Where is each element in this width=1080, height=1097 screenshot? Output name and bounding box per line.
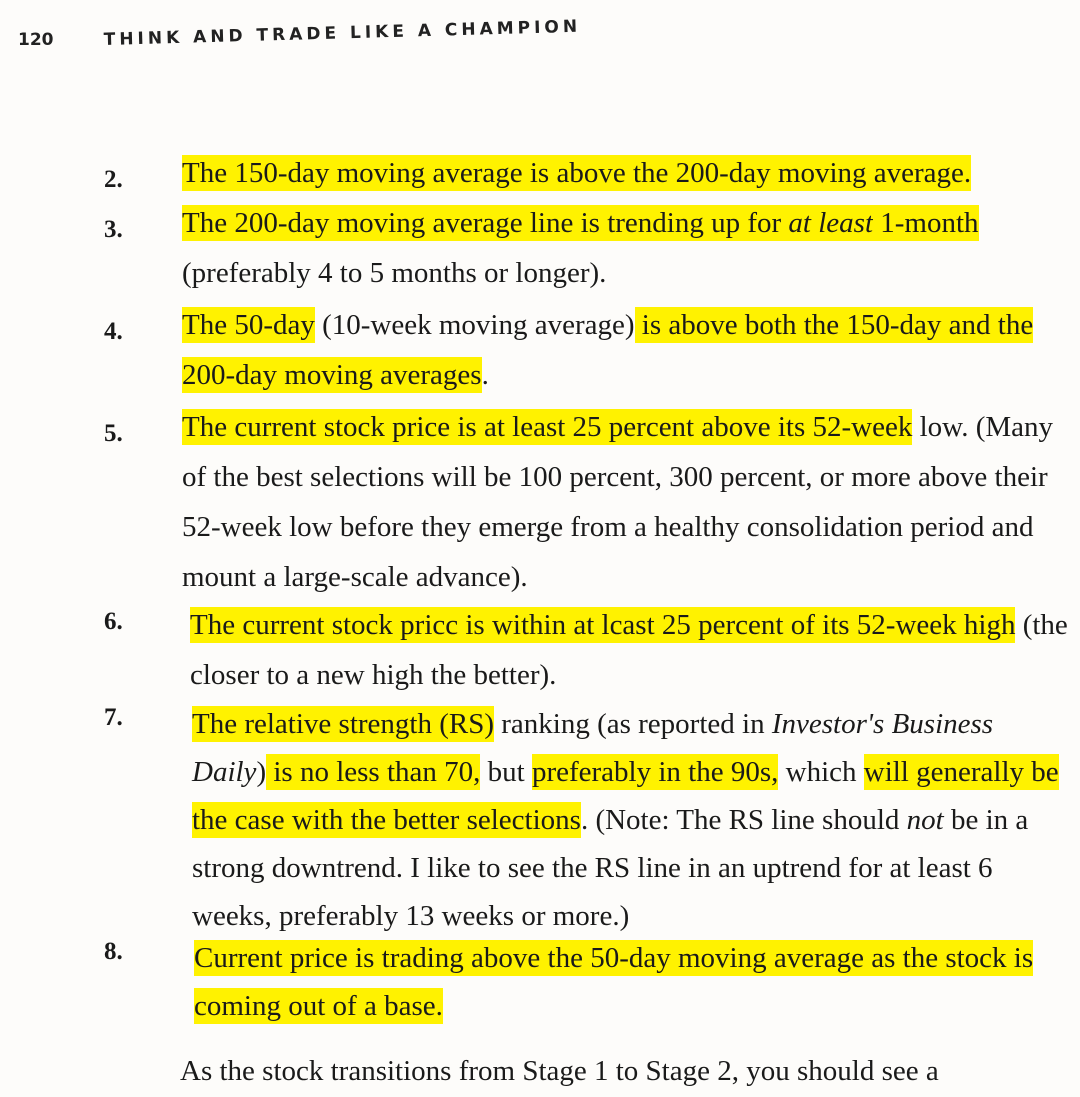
highlighted-text: The 50-day bbox=[182, 309, 315, 341]
page-header bbox=[0, 0, 1080, 70]
highlighted-text: 1-month bbox=[873, 207, 979, 239]
highlighted-text: is above both the 150-day and the 200-day moving averages bbox=[182, 309, 1034, 391]
highlighted-text: is no less than 70, bbox=[266, 756, 481, 788]
highlighted-text: at least bbox=[788, 207, 874, 239]
plain-text: (10-week moving average) bbox=[314, 309, 635, 341]
running-head: THINK AND TRADE LIKE A CHAMPION bbox=[103, 16, 582, 51]
item-text bbox=[194, 934, 1074, 1030]
italic-text: not bbox=[906, 804, 944, 836]
plain-text: (preferably 4 to 5 months or longer). bbox=[182, 257, 607, 289]
item-number: 8. bbox=[104, 938, 123, 965]
item-number: 3. bbox=[104, 216, 123, 243]
plain-text: which bbox=[778, 756, 864, 788]
plain-text: ranking (as reported in bbox=[494, 708, 772, 740]
plain-text: ) bbox=[256, 756, 267, 788]
plain-text: . (Note: The RS line should bbox=[580, 804, 907, 836]
highlighted-text: The relative strength (RS) bbox=[192, 708, 494, 740]
item-text bbox=[192, 700, 1072, 940]
item-text bbox=[190, 600, 1070, 700]
item-number: 7. bbox=[104, 704, 123, 731]
highlighted-text: The current stock price is at least 25 percent above its 52-week bbox=[182, 411, 913, 443]
plain-text: . bbox=[481, 359, 489, 391]
item-text bbox=[182, 300, 1062, 400]
italic-text: Investor's Business Daily bbox=[192, 708, 994, 788]
plain-text: be in a strong downtrend. I like to see the RS line in an uptrend for at least 6 weeks, preferably 13 weeks or more.) bbox=[192, 804, 1029, 932]
highlighted-text: will generally be the case with the better selections bbox=[192, 756, 1059, 836]
page-number: 120 bbox=[18, 30, 54, 50]
item-text bbox=[182, 402, 1062, 602]
highlighted-text: preferably in the 90s, bbox=[531, 756, 779, 788]
highlighted-text: The 150-day moving average is above the 200-day moving average. bbox=[182, 157, 972, 189]
highlighted-text: Current price is trading above the 50-day moving average as the stock is coming out of a base. bbox=[194, 942, 1034, 1022]
item-number: 4. bbox=[104, 318, 123, 345]
item-number: 5. bbox=[104, 420, 123, 447]
plain-text: but bbox=[480, 756, 532, 788]
highlighted-text: The 200-day moving average line is trending up for bbox=[182, 207, 789, 239]
closing-paragraph: As the stock transitions from Stage 1 to Stage 2, you should see a bbox=[180, 1055, 939, 1087]
highlighted-text: The current stock pricc is within at lcast 25 percent of its 52-week high bbox=[190, 609, 1016, 641]
plain-text: low. (Many of the best selections will be 100 percent, 300 percent, or more above their 52-week low before they emerge from a healthy consolidation period and mount a large-scale advance). bbox=[182, 411, 1054, 593]
item-text bbox=[182, 198, 1062, 298]
plain-text: (the closer to a new high the better). bbox=[190, 609, 1068, 691]
item-number: 6. bbox=[104, 608, 123, 635]
item-number: 2. bbox=[104, 166, 123, 193]
item-text bbox=[182, 148, 1062, 198]
